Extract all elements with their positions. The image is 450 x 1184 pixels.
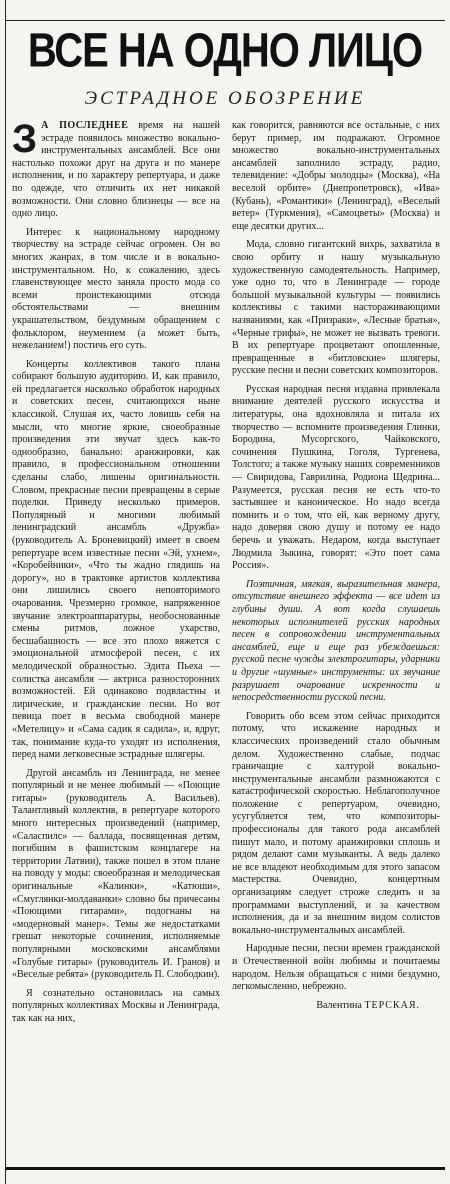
article-subtitle: ЭСТРАДНОЕ ОБОЗРЕНИЕ [84,88,366,109]
paragraph: Поэтичная, мягкая, выразительная манера, отсутствие внешнего эффекта — все идет из глубины души. А вот когда слушаешь некоторых исполнителей русских народных песен в сопровождении инструментальных ансамблей, еще и еще раз убеждаешься: русской песне чужды электрогитары, ударники и другие «шумные» инструменты: их звучание разрушает очарование искренности и непосредственности русской песни. [232,578,440,704]
paragraph: Говорить обо всем этом сейчас приходится потому, что искажение народных и классических произведений стало обычным делом. Художественно слабые, подчас граничащие с халтурой вокально-инструментальные ансамбли размножаются с катастрофической скоростью. Неблагополучное положение с репертуаром, очевидно, усугубляется тем, что композиторы-профессионалы для такого рода ансамблей пишут мало, и потому аранжировки сплошь и рядом делают сами музыканты. А ведь далеко не все владеют необходимым для этого запасом мастерства. Очевидно, концертным организациям следует строже следить и за программами выступлений, и за качеством исполнения, да и за внешним видом солистов вокально-инструментальных ансамблей. [232,710,440,936]
lead-paragraph [12,120,220,221]
paragraph: Я сознательно остановилась на самых популярных коллективах Москвы и Ленинграда, так как на них, [12,987,220,1024]
author-surname: ТЕРСКАЯ. [364,999,420,1011]
right-column [232,120,440,1164]
bottom-rule [5,1167,445,1170]
article-title: ВСЕ НА ОДНО ЛИЦО [27,24,423,78]
paragraph: Русская народная песня издавна привлекала внимание деятелей русского искусства и литературы, она вдохновляла и питала их творчество — вспомните произведения Глинки, Бородина, Мусоргского, Чайковского, сочинения Пушкина, Гоголя, Тургенева, Толстого; а также музыку наших современников — Свиридова, Гаврилина, Родиона Щедрина... Разумеется, русская песня не есть что-то застывшее и каноническое. Но надо всегда помнить и о том, что ей, как верному другу, надо доверяя свою душу и потому ее надо беречь и уважать. Недаром, когда выступает Людмила Зыкина, говорят: «Это поет сама Россия». [232,383,440,572]
paragraph: Мода, словно гигантский вихрь, захватила в свою орбиту и нашу музыкальную художественную самодеятельность. Например, уже одно то, что в Ленинграде — городе большой музыкальной культуры — появились коллективы с такими настораживающими названиями, как «Призраки», «Лесные братья», «Черные грифы», не может не вызвать тревоги. В их репертуаре процветают опошленные, превращенные в «битловские» шлягеры, русские песни и песни советских композиторов. [232,239,440,377]
paragraph: Народные песни, песни времен гражданской и Отечественной войн любимы и почитаемы народом. Нельзя обращаться с ними бездумно, легкомысленно, небрежно. [232,943,440,993]
lead-words: А ПОСЛЕДНЕЕ [41,120,129,131]
paragraph: Интерес к национальному народному творчеству на эстраде сейчас огромен. Он во многих жанрах, в том числе и в вокально-инструментальном. Но, к сожалению, здесь главенствующее место заняла просто мода со всеми проистекающими отсюда обстоятельствами — внешним украшательством, бездумным обращением с фольклором, неумением (а может быть, нежеланием!) постичь его суть. [12,226,220,352]
paragraph: Концерты коллективов такого плана собирают большую аудиторию. И, как правило, ей предлагается насколько обработок народных и советских песен, считающихся ныне классикой. Слушая их, часто ловишь себя на мысли, что многие яркие, своеобразные произведения эти звучат здесь как-то однообразно, банально: аранжировки, как правило, в профессиональном отношении сделаны слабо, лишены оригинальности. Словом, прекрасные песни превращены в серые поделки. Приведу несколько примеров. Популярный и многими любимый ленинградский ансамбль «Дружба» (руководитель А. Броневицкий) имеет в своем репертуаре всем известные песни «Эй, ухнем», «Коробейники», «Что ты жадно глядишь на дорогу», но в трактовке артистов коллектива они лишились своего неповторимого очарования. Чрезмерно громкое, напряженное звучание электроаппаратуры, необоснованные смены ритмов, ложное ухарство, бесшабашность — все это плохо вяжется с эмоциональной атмосферой песен, с их мелодической образностью. Эдита Пьеха — солистка ансамбля — актриса разносторонних возможностей. Ей одинаково подвластны и лирические, и гражданские песни. Но вот певица поет в весьма свободной манере «Метелицу» и «Сама садик я садила», и, вдруг, так, понимание куда-то уходят из исполнения, перед нами легковесные эстрадные шлягеры. [12,358,220,761]
paragraph: как говорится, равняются все остальные, с них берут пример, им подражают. Огромное множество вокально-инструментальных ансамблей заполнило эстраду, радио, телевидение: «Добры молодцы» (Москва), «На веселой орбите» (Днепропетровск), «Ива» (Кубань), «Романтики» (Ленинград), «Веселый ветер» (Туркмения), «Самоцветы» (Москва) и еще десятки других... [232,120,440,232]
drop-cap: З [12,120,38,161]
paragraph: Другой ансамбль из Ленинграда, не менее популярный и не менее любимый — «Поющие гитары» (руководитель А. Васильев). Талантливый коллектив, в репертуаре которого много интересных произведений (например, «Саласпилс» — баллада, посвященная детям, погибшим в фашистском концлагере на территории Латвии), также пошел в этом плане на поводу у моды: своеобразная и мелодическая оригинальные «Калинки», «Катюши», «Смуглянки-молдаванки» словно бы причесаны «Поющими гитарами», подогнаны на «модерновый манер». Темы же недостатками грешат некоторые сочинения, исполняемые популярными московскими ансамблями «Голубые гитары» (руководитель И. Гранов) и «Веселые ребята» (руководитель П. Слободкин). [12,767,220,981]
lead-text: время на нашей эстраде появилось множество вокально-инструментальных ансамблей. Все они настолько похожи друг на друга и по манере исполнения, и по характеру репертуара, и даже по одежде, что отличить их нет никакой возможности. Они словно близнецы — все на одно лицо. [12,120,220,220]
author-first-name: Валентина [316,999,362,1011]
author-signature [232,1000,440,1013]
left-column [12,120,220,1164]
page-frame-left [5,0,6,1184]
